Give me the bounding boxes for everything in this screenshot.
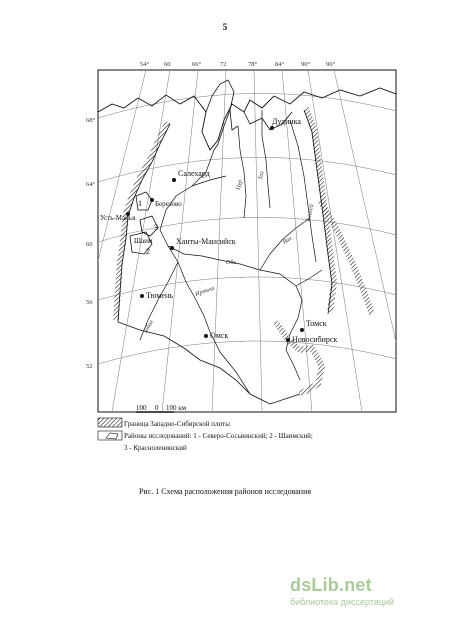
study-area-1-number: 1 (138, 199, 142, 208)
lat-label-56: 56 (86, 299, 93, 306)
label-dudinka: Дудинка (272, 117, 301, 126)
yamal-peninsula (206, 80, 234, 126)
river-yenisei (290, 120, 316, 262)
watermark-title: dsLib.net (290, 575, 372, 595)
river-label-tobol: Тобол (142, 319, 155, 335)
lon-label-90: 90° (301, 61, 311, 68)
plate-boundary-south (276, 322, 322, 394)
lon-label-84: 84° (275, 61, 285, 68)
river-label-pur: Пур (236, 179, 244, 191)
marker-khanty-mansiysk (170, 246, 174, 250)
scale-label-right: 100 км (166, 404, 187, 412)
marker-berezovo (150, 198, 154, 202)
watermark (290, 575, 440, 615)
scale-label-mid: 0 (155, 404, 159, 412)
label-salekhard: Салехард (178, 169, 210, 178)
lon-label-78: 78° (248, 61, 258, 68)
river-labels (142, 170, 315, 335)
label-tyumen: Тюмень (146, 291, 173, 300)
river-label-ob: Обь (226, 260, 237, 266)
lon-label-66: 66° (192, 61, 202, 68)
coastline-north (98, 88, 396, 150)
river-pur (238, 126, 246, 218)
marker-dudinka (270, 126, 274, 130)
label-novosibirsk: Новосибирск (292, 335, 338, 344)
lat-label-52: 52 (86, 363, 93, 370)
marker-tomsk (300, 328, 304, 332)
river-label-yenisei: Енисей (306, 203, 316, 223)
label-shaim: Шаим (134, 237, 153, 245)
longitude-labels (140, 61, 336, 68)
lat-label-60: 60 (86, 241, 93, 248)
graticule-meridians (60, 70, 412, 412)
lon-label-72: 72 (220, 61, 227, 68)
watermark-subtitle: библиотека диссертаций (290, 597, 395, 607)
marker-salekhard (172, 178, 176, 182)
marker-tyumen (140, 294, 144, 298)
label-tomsk: Томск (306, 319, 327, 328)
legend-boundary-label: Граница Западно-Сибирской плиты (124, 420, 230, 428)
study-area-3-number: 3 (154, 223, 158, 232)
latitude-labels (86, 117, 96, 370)
lon-label-54: 54° (140, 61, 150, 68)
lat-label-68: 68° (86, 117, 96, 124)
river-label-irtysh: Иртыш (194, 285, 216, 298)
river-irtysh (168, 246, 250, 394)
label-ust-manya: Усть-Манья (100, 214, 136, 222)
city-labels (100, 117, 337, 344)
legend-areas-label: Районы исследований: 1 - Северо-Сосьвинский; 2 - Шаимский; (124, 432, 313, 440)
lon-label-96: 96° (326, 61, 336, 68)
study-area-2-number: 2 (146, 247, 150, 256)
river-label-taz: Таз (258, 170, 266, 181)
legend-areas-symbol-shape (106, 433, 118, 439)
label-omsk: Омск (210, 331, 229, 340)
legend (98, 418, 313, 452)
page-number: 5 (222, 22, 228, 32)
marker-omsk (204, 334, 208, 338)
legend-boundary-symbol (98, 418, 122, 427)
label-berezovo: Березово (155, 200, 182, 208)
river-label-vakh: Вах (282, 235, 294, 246)
scale-bar (136, 404, 187, 412)
figure-caption: Рис. 1 Схема расположения районов исследования (138, 487, 312, 496)
rivers (140, 110, 322, 394)
legend-areas-label-cont: 3 - Красноленинский (124, 444, 187, 452)
marker-novosibirsk (286, 338, 290, 342)
lat-label-64: 64° (86, 181, 96, 188)
lon-label-60: 60 (164, 61, 171, 68)
label-khanty-mansiysk: Ханты-Мансийск (176, 237, 236, 246)
scale-label-left: 100 (136, 404, 147, 412)
